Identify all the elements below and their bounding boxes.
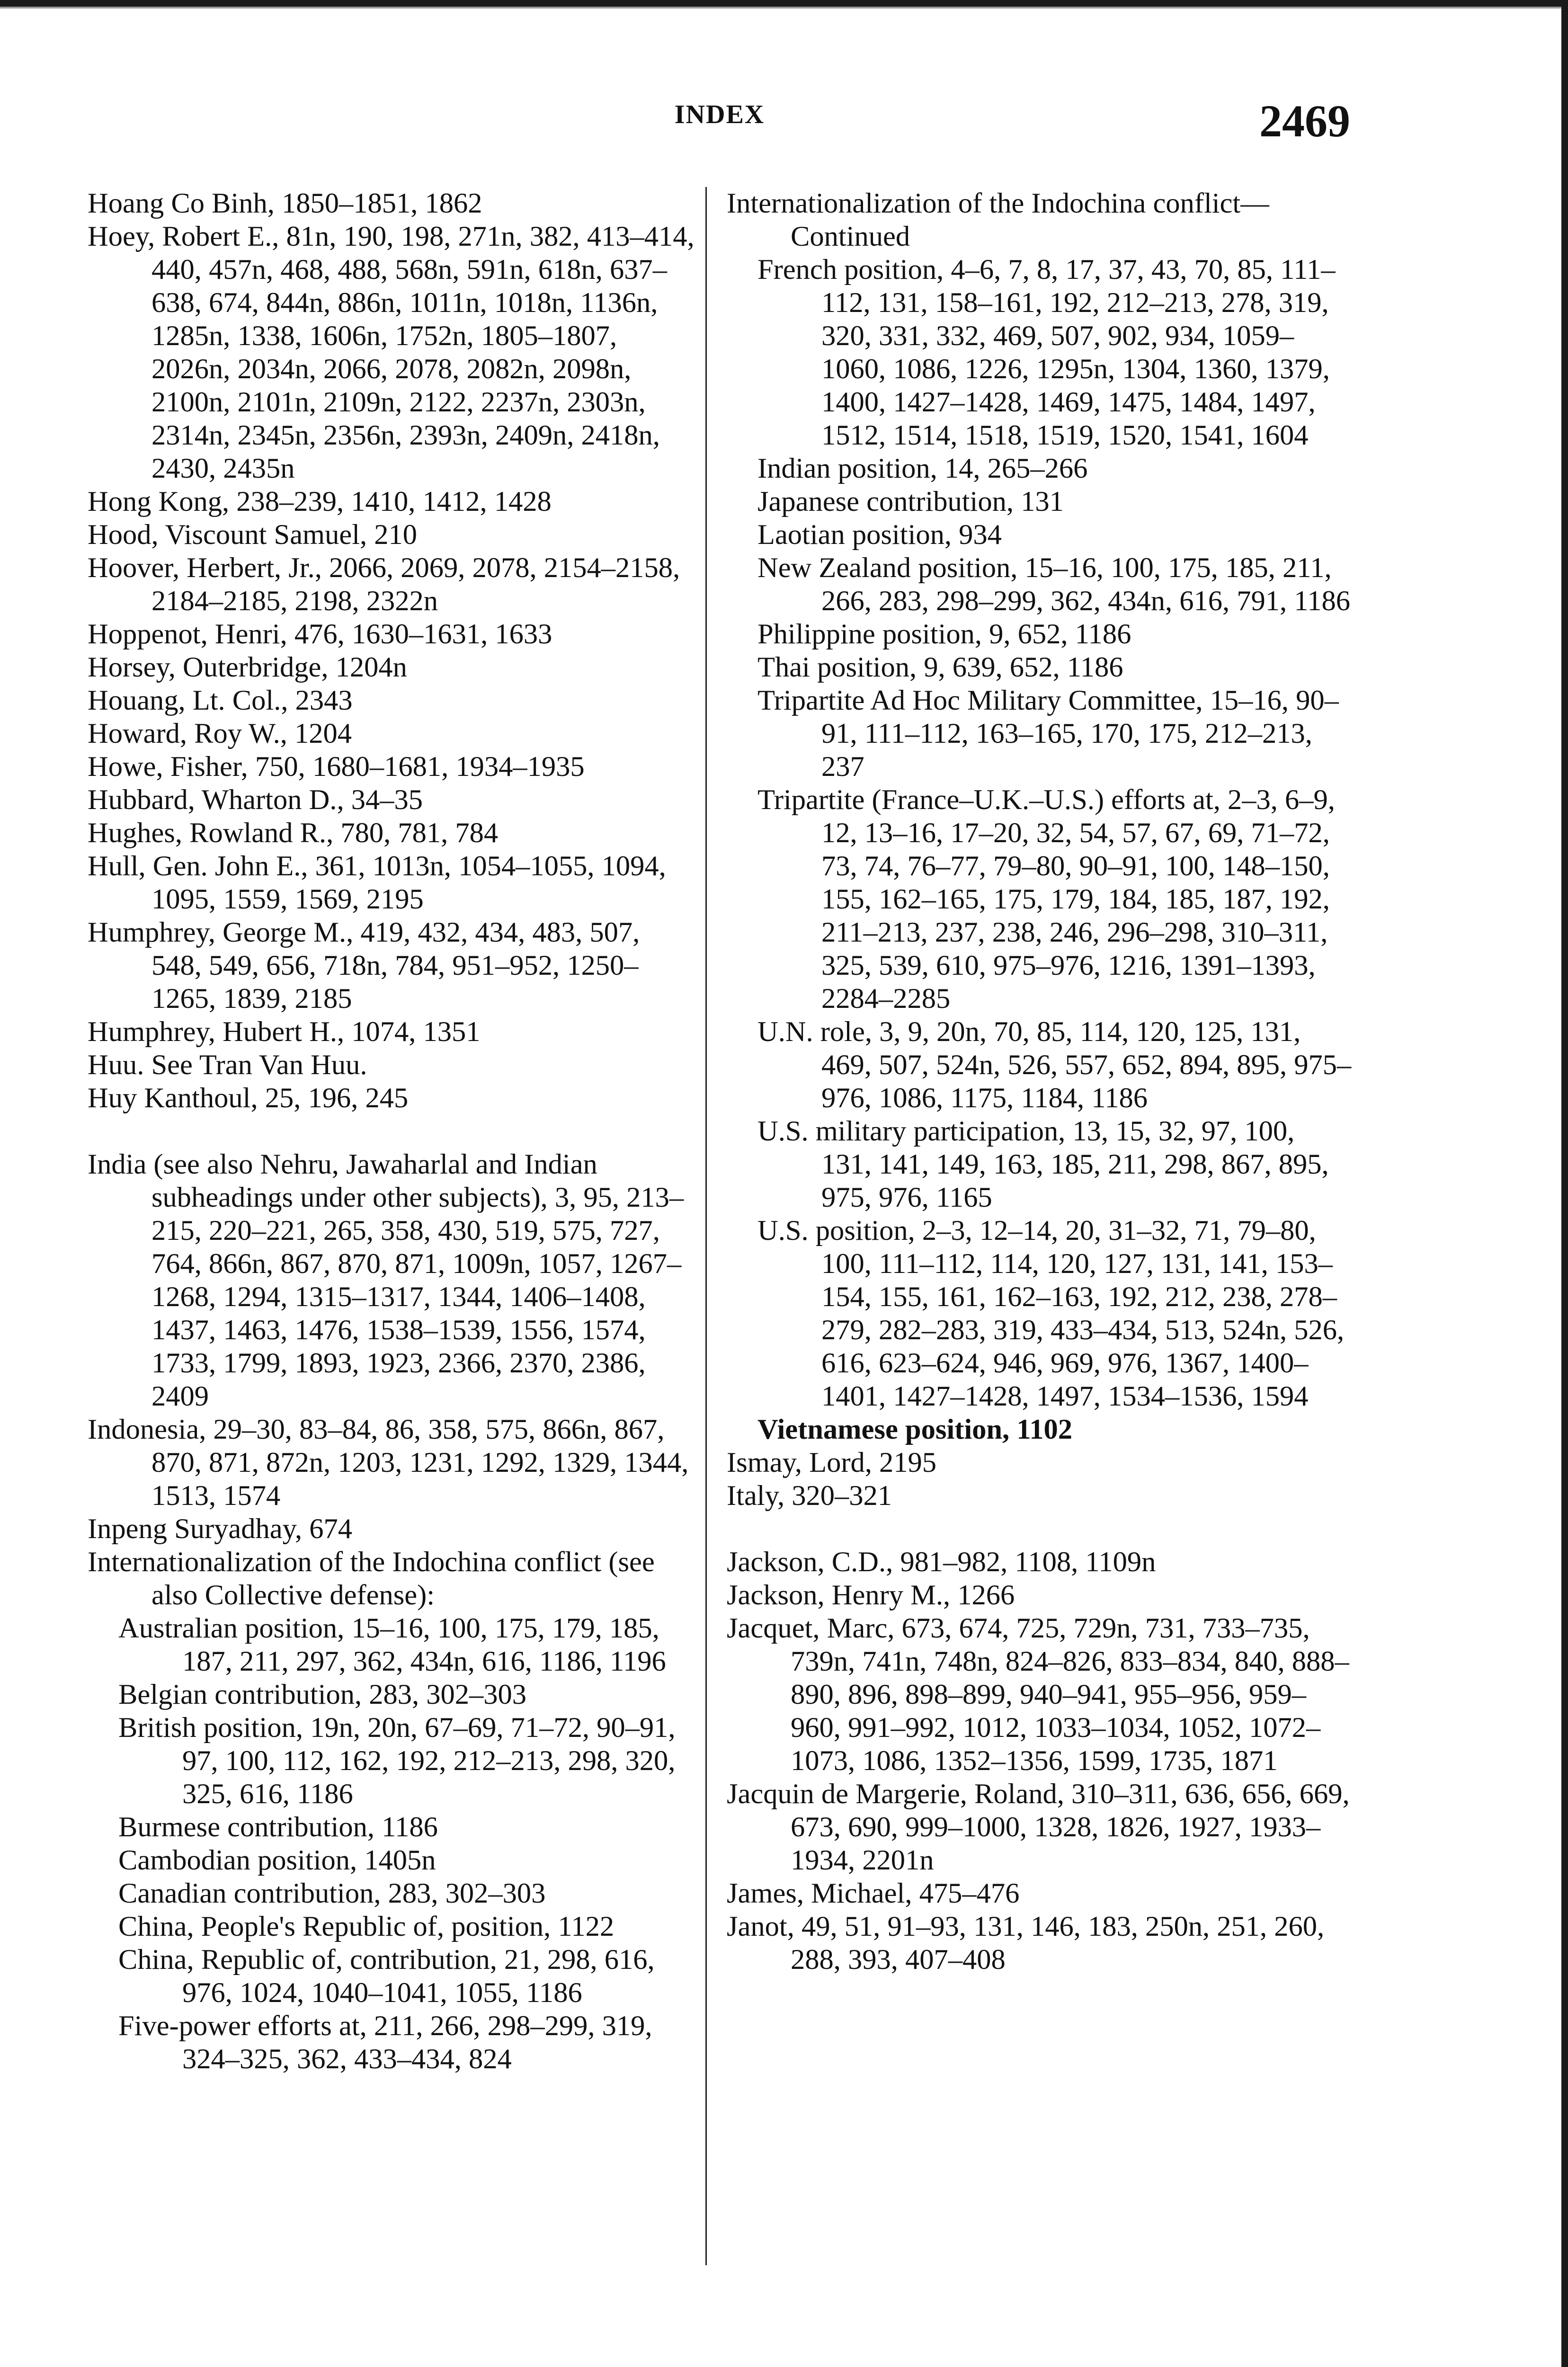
right-index-column	[727, 187, 1352, 1976]
index-subentry: Australian position, 15–16, 100, 175, 179, 185, 187, 211, 297, 362, 434n, 616, 1186, 1196	[118, 1612, 666, 1677]
right-border-rule	[1561, 0, 1568, 2367]
index-subentry: Belgian contribution, 283, 302–303	[118, 1679, 527, 1710]
index-subentry: China, People's Republic of, position, 1122	[118, 1911, 615, 1942]
index-entry: Houang, Lt. Col., 2343	[88, 685, 353, 716]
index-subentry: Tripartite Ad Hoc Military Committee, 15–16, 90–91, 111–112, 163–165, 170, 175, 212–213, 237	[757, 685, 1339, 783]
index-subentry: Indian position, 14, 265–266	[757, 453, 1088, 484]
index-entry: Indonesia, 29–30, 83–84, 86, 358, 575, 866n, 867, 870, 871, 872n, 1203, 1231, 1292, 1329, 1344, 1513, 1574	[88, 1414, 689, 1512]
index-entry: Hughes, Rowland R., 780, 781, 784	[88, 817, 499, 849]
index-entry: Inpeng Suryadhay, 674	[88, 1513, 352, 1545]
index-entry: Jacquet, Marc, 673, 674, 725, 729n, 731, 733–735, 739n, 741n, 748n, 824–826, 833–834, 840, 888–890, 896, 898–899, 940–941, 955–956, 959–960, 991–992, 1012, 1033–1034, 1052, 1072–1073, 1086, 1352–1356, 1599, 1735, 1871	[727, 1612, 1349, 1777]
continued-heading: Internationalization of the Indochina conflict—Continued	[727, 187, 1269, 252]
index-entry: Horsey, Outerbridge, 1204n	[88, 651, 407, 683]
index-subentry: Laotian position, 934	[757, 519, 1002, 551]
index-entry: Ismay, Lord, 2195	[727, 1447, 937, 1478]
index-entry: India (see also Nehru, Jawaharlal and Indian subheadings under other subjects), 3, 95, 213–215, 220–221, 265, 358, 430, 519, 575, 727, 764, 866n, 867, 870, 871, 1009n, 1057, 1267–1268, 1294, 1315–1317, 1344, 1406–1408, 1437, 1463, 1476, 1538–1539, 1556, 1574, 1733, 1799, 1893, 1923, 2366, 2370, 2386, 2409	[88, 1148, 684, 1412]
index-entry: Italy, 320–321	[727, 1480, 892, 1512]
index-entry: Jackson, Henry M., 1266	[727, 1579, 1015, 1611]
top-border-shadow	[0, 7, 1568, 9]
index-subentry: Thai position, 9, 639, 652, 1186	[757, 651, 1123, 683]
index-entry: Jackson, C.D., 981–982, 1108, 1109n	[727, 1546, 1156, 1578]
index-subentry: British position, 19n, 20n, 67–69, 71–72, 90–91, 97, 100, 112, 162, 192, 212–213, 298, 320, 325, 616, 1186	[118, 1712, 676, 1810]
index-entry: Humphrey, George M., 419, 432, 434, 483, 507, 548, 549, 656, 718n, 784, 951–952, 1250–1265, 1839, 2185	[88, 917, 640, 1014]
index-entry: Internationalization of the Indochina conflict (see also Collective defense):	[88, 1546, 655, 1611]
index-entry: Hoey, Robert E., 81n, 190, 198, 271n, 382, 413–414, 440, 457n, 468, 488, 568n, 591n, 618n, 637–638, 674, 844n, 886n, 1011n, 1018n, 1136n, 1285n, 1338, 1606n, 1752n, 1805–1807, 2026n, 2034n, 2066, 2078, 2082n, 2098n, 2100n, 2101n, 2109n, 2122, 2237n, 2303n, 2314n, 2345n, 2356n, 2393n, 2409n, 2418n, 2430, 2435n	[88, 221, 695, 484]
index-entry: Humphrey, Hubert H., 1074, 1351	[88, 1016, 481, 1048]
index-subentry: Canadian contribution, 283, 302–303	[118, 1878, 546, 1909]
index-subentry: Vietnamese position, 1102	[757, 1414, 1072, 1445]
index-subentry: Five-power efforts at, 211, 266, 298–299, 319, 324–325, 362, 433–434, 824	[118, 2010, 652, 2075]
section-gap	[727, 1513, 1352, 1546]
index-subentry: Cambodian position, 1405n	[118, 1844, 436, 1876]
index-subentry: China, Republic of, contribution, 21, 298, 616, 976, 1024, 1040–1041, 1055, 1186	[118, 1944, 655, 2009]
section-gap	[88, 1115, 696, 1148]
index-subentry: U.S. military participation, 13, 15, 32, 97, 100, 131, 141, 149, 163, 185, 211, 298, 867, 895, 975, 976, 1165	[757, 1115, 1329, 1213]
column-divider	[705, 187, 707, 2265]
index-entry: Howe, Fisher, 750, 1680–1681, 1934–1935	[88, 751, 585, 783]
index-entry: Hubbard, Wharton D., 34–35	[88, 784, 423, 816]
index-subentry: U.N. role, 3, 9, 20n, 70, 85, 114, 120, 125, 131, 469, 507, 524n, 526, 557, 652, 894, 895, 975–976, 1086, 1175, 1184, 1186	[757, 1016, 1352, 1114]
index-entry: James, Michael, 475–476	[727, 1878, 1020, 1909]
left-subentries	[88, 1612, 696, 2076]
index-entry: Hong Kong, 238–239, 1410, 1412, 1428	[88, 486, 552, 517]
index-entry: Howard, Roy W., 1204	[88, 718, 352, 749]
right-main-entries	[727, 1446, 1352, 1976]
index-entry: Hoppenot, Henri, 476, 1630–1631, 1633	[88, 618, 552, 650]
top-border-rule	[0, 0, 1568, 7]
page-number: 2469	[1259, 96, 1350, 146]
index-entry: Jacquin de Margerie, Roland, 310–311, 636, 656, 669, 673, 690, 999–1000, 1328, 1826, 1927, 1933–1934, 2201n	[727, 1778, 1350, 1876]
index-entry: Huy Kanthoul, 25, 196, 245	[88, 1082, 409, 1114]
index-subentry: U.S. position, 2–3, 12–14, 20, 31–32, 71, 79–80, 100, 111–112, 114, 120, 127, 131, 141, 153–154, 155, 161, 162–163, 192, 212, 238, 278–279, 282–283, 319, 433–434, 513, 524n, 526, 616, 623–624, 946, 969, 976, 1367, 1400–1401, 1427–1428, 1497, 1534–1536, 1594	[757, 1215, 1345, 1412]
index-entry: Hoover, Herbert, Jr., 2066, 2069, 2078, 2154–2158, 2184–2185, 2198, 2322n	[88, 552, 680, 617]
index-entry: Janot, 49, 51, 91–93, 131, 146, 183, 250n, 251, 260, 288, 393, 407–408	[727, 1911, 1325, 1975]
index-subentry: French position, 4–6, 7, 8, 17, 37, 43, 70, 85, 111–112, 131, 158–161, 192, 212–213, 278, 319, 320, 331, 332, 469, 507, 902, 934, 1059–1060, 1086, 1226, 1295n, 1304, 1360, 1379, 1400, 1427–1428, 1469, 1475, 1484, 1497, 1512, 1514, 1518, 1519, 1520, 1541, 1604	[757, 254, 1336, 451]
index-entry: Hull, Gen. John E., 361, 1013n, 1054–1055, 1094, 1095, 1559, 1569, 2195	[88, 850, 666, 915]
index-subentry: New Zealand position, 15–16, 100, 175, 185, 211, 266, 283, 298–299, 362, 434n, 616, 791, 1186	[757, 552, 1351, 617]
index-subentry: Japanese contribution, 131	[757, 486, 1064, 517]
index-entry: Hood, Viscount Samuel, 210	[88, 519, 418, 551]
index-entry: Huu. See Tran Van Huu.	[88, 1049, 367, 1081]
index-subentry: Burmese contribution, 1186	[118, 1811, 438, 1843]
page-title: INDEX	[674, 100, 765, 129]
left-main-entries	[88, 187, 696, 1612]
index-subentry: Tripartite (France–U.K.–U.S.) efforts at, 2–3, 6–9, 12, 13–16, 17–20, 32, 54, 57, 67, 69, 71–72, 73, 74, 76–77, 79–80, 90–91, 100, 148–150, 155, 162–165, 175, 179, 184, 185, 187, 192, 211–213, 237, 238, 246, 296–298, 310–311, 325, 539, 610, 975–976, 1216, 1391–1393, 2284–2285	[757, 784, 1335, 1014]
index-subentry: Philippine position, 9, 652, 1186	[757, 618, 1131, 650]
left-index-column	[88, 187, 696, 2076]
right-subentries	[727, 253, 1352, 1446]
index-entry: Hoang Co Binh, 1850–1851, 1862	[88, 187, 482, 219]
